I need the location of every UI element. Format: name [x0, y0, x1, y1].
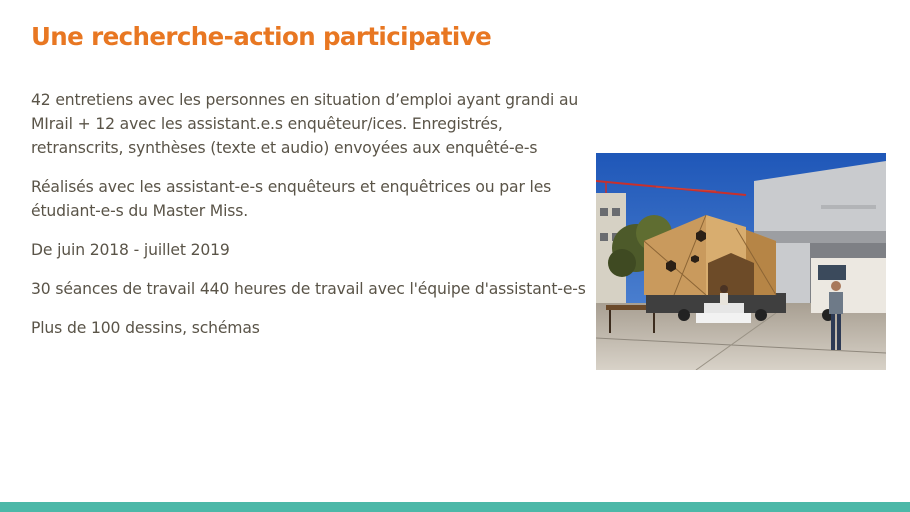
slide-body — [31, 88, 591, 355]
footer-bar — [0, 502, 910, 512]
paragraph-drawings: Plus de 100 dessins, schémas — [31, 319, 260, 337]
slide-title: Une recherche-action participative — [31, 22, 492, 51]
paragraph-interviews: 42 entretiens avec les personnes en situation d’emploi ayant grandi au MIrail + 12 avec les assistant.e.s enquêteur/ices. Enregistrés, retranscrits, synthèses (texte et audio) envoyées aux enquêté-e-s — [31, 91, 579, 157]
paragraph-conducted-by: Réalisés avec les assistant-e-s enquêteurs et enquêtrices ou par les étudiant-e-s du Master Miss. — [31, 178, 552, 220]
paragraph-work-sessions: 30 séances de travail 440 heures de travail avec l'équipe d'assistant-e-s — [31, 280, 586, 298]
paragraph-period: De juin 2018 - juillet 2019 — [31, 241, 230, 259]
photo-wooden-cabin — [596, 153, 886, 370]
